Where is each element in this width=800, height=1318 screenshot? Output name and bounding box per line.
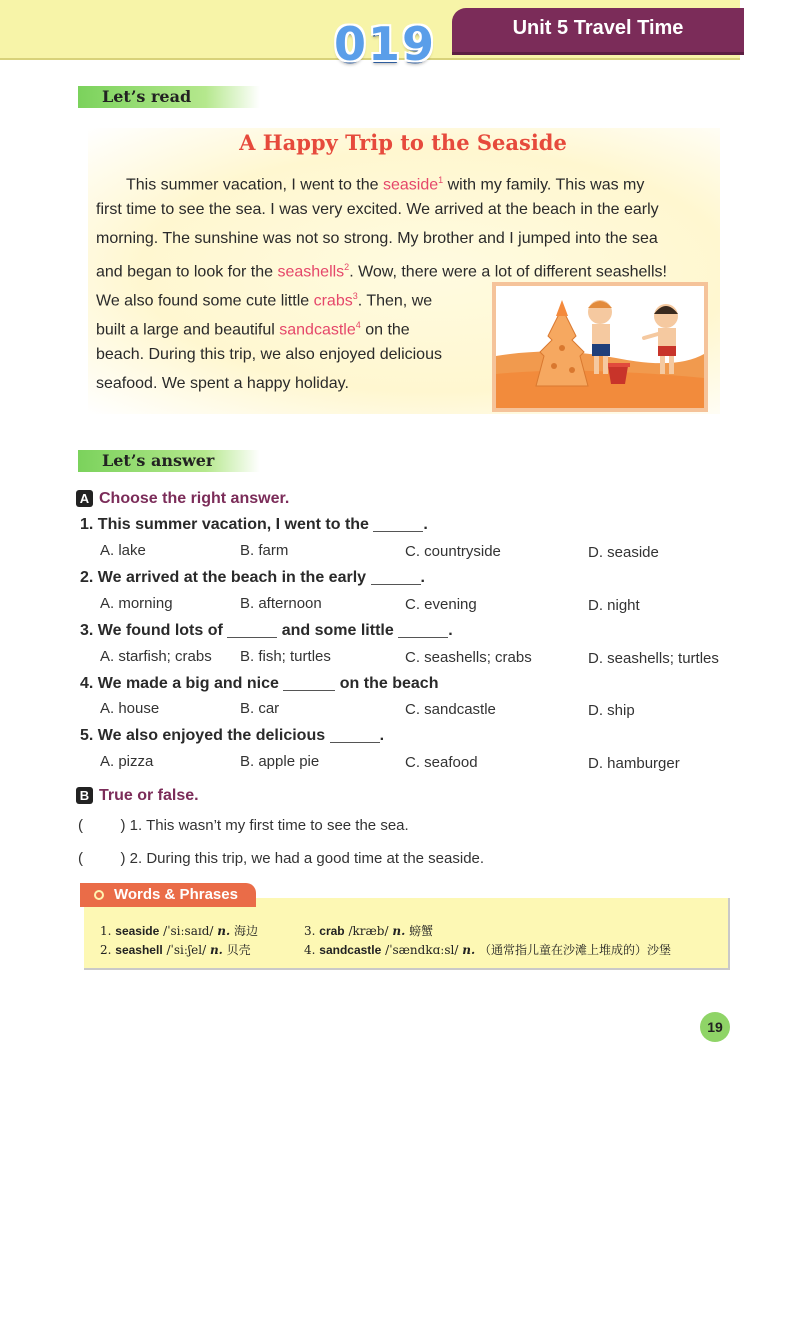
reading-line-5: We also found some cute little crabs$^3$. Then, we (96, 291, 433, 310)
answer-blank[interactable] (371, 570, 421, 585)
q5-option-c[interactable]: C. seafood (405, 754, 478, 771)
page-number: 19 (700, 1012, 730, 1042)
q2-option-a[interactable]: A. morning (100, 595, 173, 612)
answer-blank[interactable] (227, 623, 277, 638)
q2-option-d[interactable]: D. night (588, 597, 640, 614)
question-4-stem: 4. We made a big and nice on the beach (80, 675, 439, 692)
true-false-item-1: ( ) 1. This wasn’t my first time to see the sea. (78, 817, 409, 834)
part-a-badge: A (76, 490, 93, 507)
q3-option-d[interactable]: D. seashells; turtles (588, 650, 719, 667)
q1-option-b[interactable]: B. farm (240, 542, 289, 559)
answer-blank[interactable] (330, 728, 380, 743)
question-2-stem: 2. We arrived at the beach in the early . (80, 569, 425, 586)
word-entry-3: 3. crab /kræb/ n. 螃蟹 (304, 924, 434, 938)
question-3-stem: 3. We found lots of and some little . (80, 622, 453, 639)
q5-option-d[interactable]: D. hamburger (588, 755, 680, 772)
q3-option-a[interactable]: A. starfish; crabs (100, 648, 212, 665)
q4-option-b[interactable]: B. car (240, 700, 280, 717)
lets-read-label: Let’s read (78, 86, 260, 108)
reading-line-8: seafood. We spent a happy holiday. (96, 375, 349, 392)
true-false-item-2: ( ) 2. During this trip, we had a good time at the seaside. (78, 850, 485, 867)
reading-title: A Happy Trip to the Seaside (239, 130, 567, 155)
word-entry-1: 1. seaside /ˈsiːsaɪd/ n. 海边 (100, 924, 258, 938)
reading-line-6: built a large and beautiful sandcastle$^4$ on the (96, 320, 410, 339)
answer-bracket[interactable]: ( ) (78, 817, 126, 834)
q1-option-d[interactable]: D. seaside (588, 544, 659, 561)
part-a-heading: A Choose the right answer. (76, 490, 289, 508)
question-5-stem: 5. We also enjoyed the delicious . (80, 727, 385, 744)
answer-blank[interactable] (373, 517, 423, 532)
q4-option-c[interactable]: C. sandcastle (405, 701, 496, 718)
unit-title: Unit 5 Travel Time (452, 8, 744, 52)
reading-line-7: beach. During this trip, we also enjoyed delicious (96, 346, 442, 363)
circle-icon (94, 890, 104, 900)
q3-option-b[interactable]: B. fish; turtles (240, 648, 331, 665)
q2-option-b[interactable]: B. afternoon (240, 595, 322, 612)
reading-line-3: morning. The sunshine was not so strong. My brother and I jumped into the sea (96, 230, 658, 247)
q5-option-b[interactable]: B. apple pie (240, 753, 320, 770)
answer-blank[interactable] (398, 623, 448, 638)
sandcastle-illustration (492, 282, 708, 412)
reading-line-4: and began to look for the seashells$^2$. Wow, there were a lot of different seashells! (96, 262, 667, 281)
words-phrases-tab: Words & Phrases (80, 883, 256, 907)
q4-option-a[interactable]: A. house (100, 700, 160, 717)
question-1-stem: 1. This summer vacation, I went to the . (80, 516, 428, 533)
part-b-badge: B (76, 787, 93, 804)
q4-option-d[interactable]: D. ship (588, 702, 635, 719)
word-entry-2: 2. seashell /ˈsiːʃel/ n. 贝壳 (100, 943, 251, 957)
answer-bracket[interactable]: ( ) (78, 850, 126, 867)
answer-blank[interactable] (283, 676, 335, 691)
q1-option-a[interactable]: A. lake (100, 542, 146, 559)
sandcastle-picture (496, 286, 704, 408)
q1-option-c[interactable]: C. countryside (405, 543, 501, 560)
lesson-number: 019 (333, 17, 437, 71)
q3-option-c[interactable]: C. seashells; crabs (405, 649, 532, 666)
word-entry-4: 4. sandcastle /ˈsændkɑːsl/ n. （通常指儿童在沙滩上堆成的）沙堡 (304, 943, 671, 957)
part-b-heading: B True or false. (76, 787, 199, 805)
lets-answer-label: Let’s answer (78, 450, 260, 472)
reading-line-1: This summer vacation, I went to the seaside$^1$ with my family. This was my (126, 175, 645, 194)
q2-option-c[interactable]: C. evening (405, 596, 477, 613)
reading-line-2: first time to see the sea. I was very excited. We arrived at the beach in the early (96, 201, 659, 218)
q5-option-a[interactable]: A. pizza (100, 753, 154, 770)
